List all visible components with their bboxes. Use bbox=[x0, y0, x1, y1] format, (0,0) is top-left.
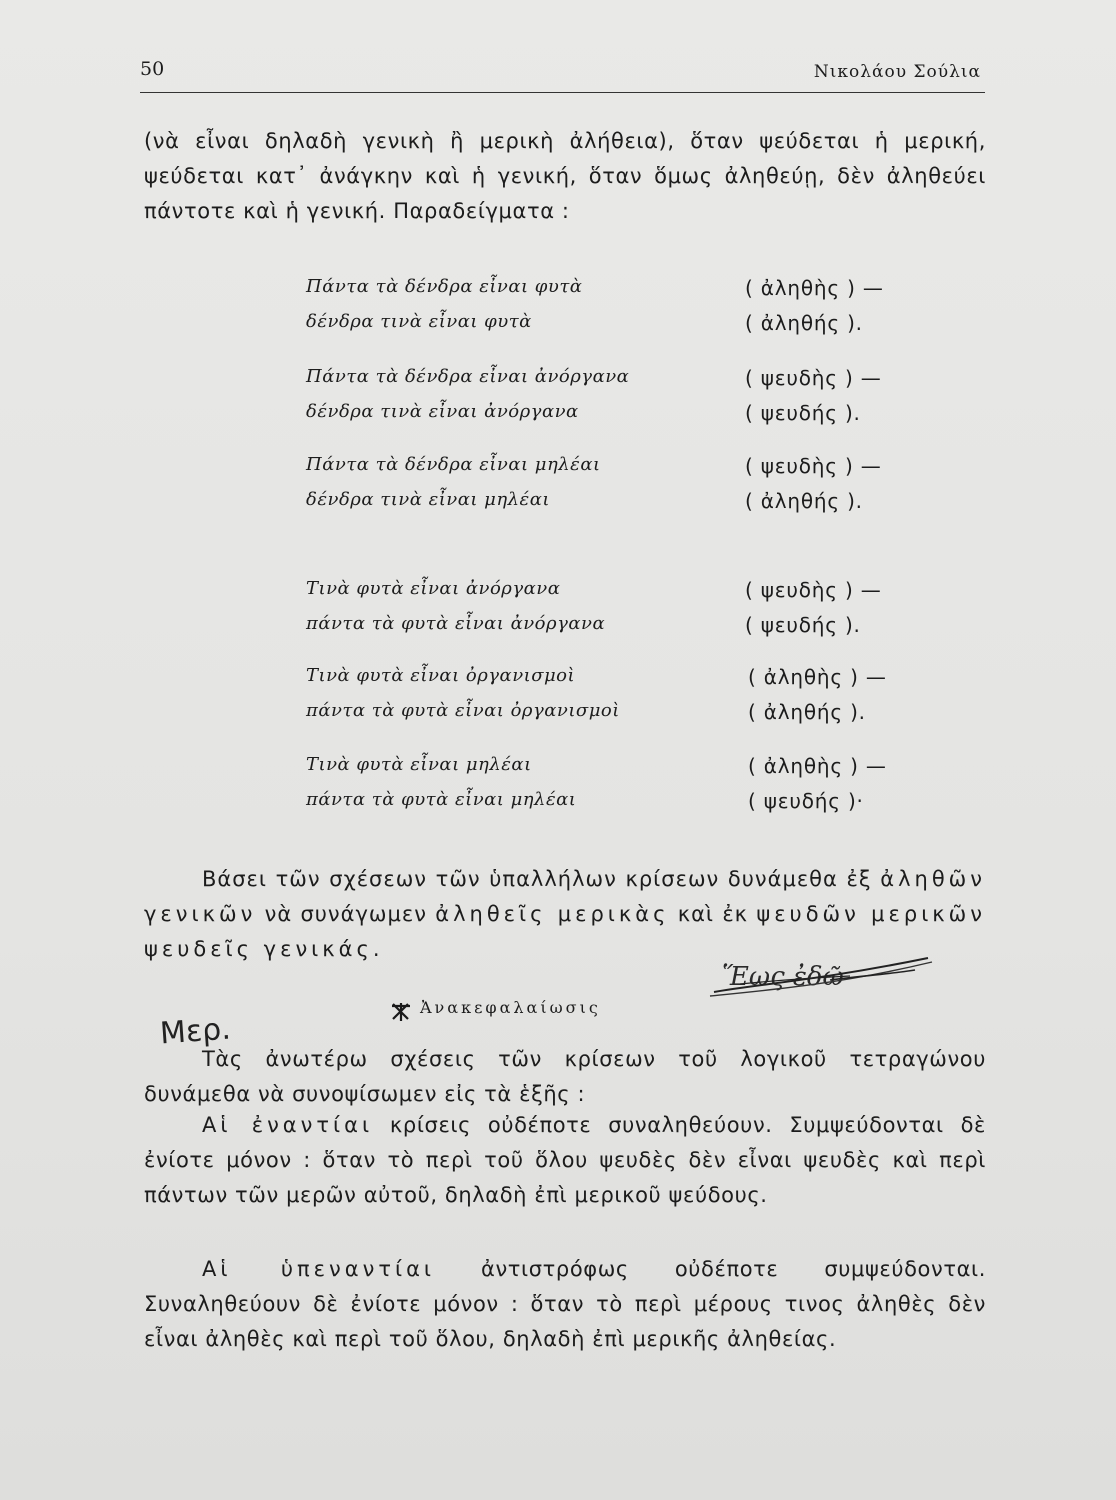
example-sentence: δένδρα τινὰ εἶναι φυτὰ bbox=[306, 311, 532, 332]
example-sentence: πάντα τὰ φυτὰ εἶναι μηλέαι bbox=[306, 789, 577, 810]
conclusion-lead: Βάσει τῶν σχέσεων τῶν ὑπαλλήλων κρίσεων δυνάμεθα ἐξ bbox=[202, 867, 872, 891]
summary-paragraph-3 bbox=[144, 1252, 986, 1357]
example-sentence: Πάντα τὰ δένδρα εἶναι μηλέαι bbox=[306, 454, 601, 475]
example-sentence: Πάντα τὰ δένδρα εἶναι φυτὰ bbox=[306, 276, 583, 297]
conclusion-text: καὶ ἐκ bbox=[669, 902, 757, 926]
summary-paragraph-2 bbox=[144, 1108, 986, 1213]
intro-paragraph: (νὰ εἶναι δηλαδὴ γενικὴ ἢ μερικὴ ἀλήθεια), ὅταν ψεύδεται ἡ μερική, ψεύδεται κατ᾽ ἀνάγκην καὶ ἡ γενική, ὅταν ὅμως ἀληθεύῃ, δὲν ἀληθεύει πάντοτε καὶ ἡ γενική. Παραδείγματα : bbox=[144, 129, 986, 223]
truth-value: ( ψευδὴς ) — bbox=[745, 454, 882, 478]
example-sentence: πάντα τὰ φυτὰ εἶναι ἀνόργανα bbox=[306, 613, 606, 634]
example-sentence: πάντα τὰ φυτὰ εἶναι ὀργανισμοὶ bbox=[306, 700, 620, 721]
truth-value: ( ἀληθής ). bbox=[745, 489, 863, 513]
summary-text: ἀντιστρόφως οὐδέποτε συμψεύδονται. Συναληθεύουν δὲ ἐνίοτε μόνον : ὅταν τὸ περὶ μέρους τινος ἀληθὲς δὲν εἶναι ἀληθὲς καὶ περὶ τοῦ ὅλου, δηλαδὴ ἐπὶ μερικῆς ἀληθείας. bbox=[144, 1257, 987, 1351]
example-sentence: Τινὰ φυτὰ εἶναι μηλέαι bbox=[306, 754, 532, 775]
summary-paragraph-1: Τὰς ἀνωτέρω σχέσεις τῶν κρίσεων τοῦ λογικοῦ τετραγώνου δυνάμεθα νὰ συνοψίσωμεν εἰς τὰ ἑξῆς : bbox=[144, 1047, 986, 1106]
example-sentence: δένδρα τινὰ εἶναι μηλέαι bbox=[306, 489, 550, 510]
truth-value: ( ἀληθής ). bbox=[745, 311, 863, 335]
example-sentence: Πάντα τὰ δένδρα εἶναι ἀνόργανα bbox=[306, 366, 630, 387]
spaced-emphasis: ἀληθεῖς μερικὰς bbox=[435, 902, 670, 926]
truth-value: ( ψευδής )· bbox=[748, 789, 864, 813]
truth-value: ( ψευδὴς ) — bbox=[745, 366, 882, 390]
truth-value: ( ψευδὴς ) — bbox=[745, 578, 882, 602]
spaced-emphasis: ψευδῶν μερικῶν ψευδεῖς γενικάς. bbox=[144, 902, 986, 961]
truth-value: ( ἀληθὴς ) — bbox=[745, 276, 884, 300]
page-number: 50 bbox=[140, 58, 165, 80]
strike-scribble bbox=[700, 950, 940, 1006]
truth-value: ( ἀληθὴς ) — bbox=[748, 665, 887, 689]
page-header bbox=[140, 58, 985, 93]
spaced-emphasis: Αἱ ἐναντίαι bbox=[202, 1113, 374, 1137]
example-sentence: δένδρα τινὰ εἶναι ἀνόργανα bbox=[306, 401, 579, 422]
pencil-mark-icon bbox=[389, 1000, 413, 1024]
handwritten-note-right: Ἕως ἐδῶ bbox=[700, 950, 940, 1006]
section-heading: Ἀνακεφαλαίωσις bbox=[420, 998, 601, 1017]
running-head: Νικολάου Σούλια bbox=[813, 62, 981, 82]
truth-value: ( ψευδής ). bbox=[745, 401, 861, 425]
spaced-emphasis: ἀληθῶν γενικῶν bbox=[144, 867, 986, 926]
truth-value: ( ἀληθὴς ) — bbox=[748, 754, 887, 778]
spaced-emphasis: Αἱ ὑπεναντίαι bbox=[202, 1257, 436, 1281]
conclusion-text: νὰ συνάγωμεν bbox=[256, 902, 436, 926]
handwritten-note-left: Μερ. bbox=[158, 1011, 232, 1052]
truth-value: ( ψευδής ). bbox=[745, 613, 861, 637]
truth-value: ( ἀληθής ). bbox=[748, 700, 866, 724]
example-sentence: Τινὰ φυτὰ εἶναι ἀνόργανα bbox=[306, 578, 561, 599]
summary-text: κρίσεις οὐδέποτε συναληθεύουν. Συμψεύδονται δὲ ἐνίοτε μόνον : ὅταν τὸ περὶ τοῦ ὅλου ψευδὲς δὲν εἶναι ψευδὲς καὶ περὶ πάντων τῶν μερῶν αὐτοῦ, δηλαδὴ ἐπὶ μερικοῦ ψεύδους. bbox=[144, 1113, 986, 1207]
example-sentence: Τινὰ φυτὰ εἶναι ὀργανισμοὶ bbox=[306, 665, 576, 686]
